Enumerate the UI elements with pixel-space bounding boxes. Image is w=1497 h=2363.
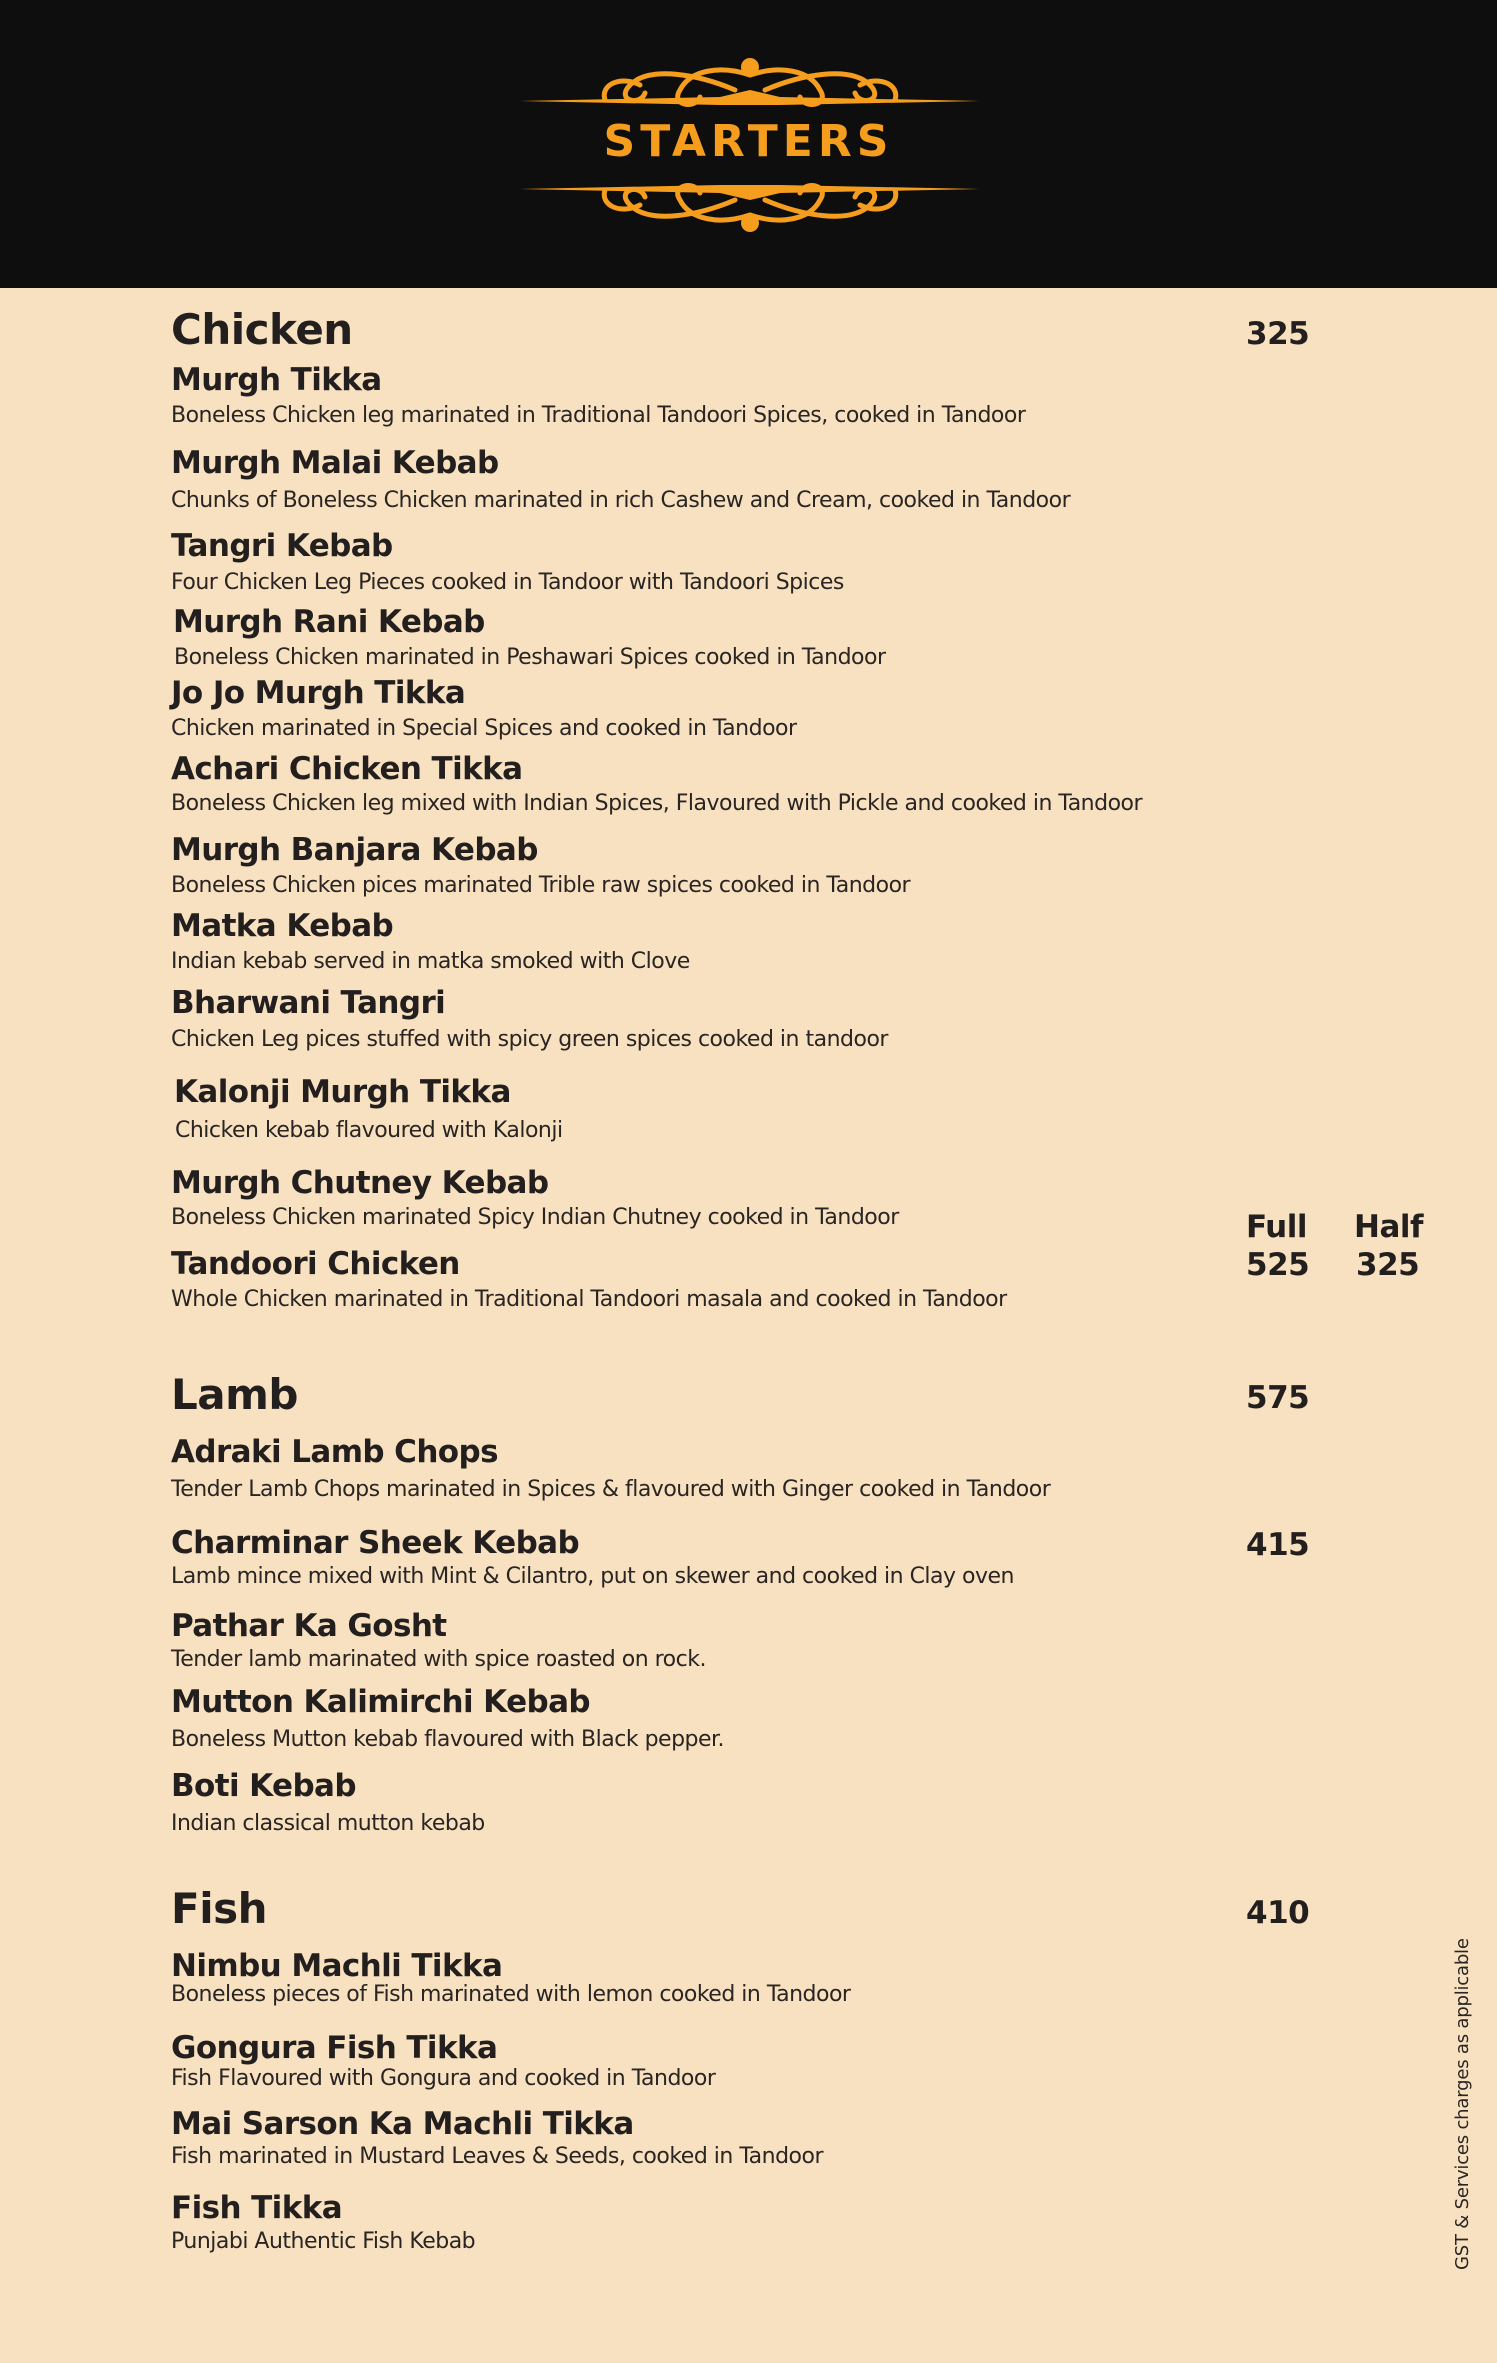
item-description: Whole Chicken marinated in Traditional Tandoori masala and cooked in Tandoor [171, 1287, 1007, 1312]
item-name: Achari Chicken Tikka [171, 751, 523, 787]
item-name: Murgh Malai Kebab [171, 445, 499, 481]
item-name: Matka Kebab [171, 908, 394, 944]
item-name: Murgh Banjara Kebab [171, 832, 538, 868]
item-description: Boneless Chicken leg marinated in Traditional Tandoori Spices, cooked in Tandoor [171, 403, 1026, 428]
item-name: Murgh Chutney Kebab [171, 1165, 549, 1201]
tax-note: GST & Services charges as applicable [1452, 1938, 1473, 2270]
item-price: 415 [1246, 1527, 1310, 1563]
item-description: Boneless Chicken leg mixed with Indian Spices, Flavoured with Pickle and cooked in Tandoor [171, 791, 1143, 816]
category-price-fish: 410 [1246, 1895, 1310, 1931]
item-name: Jo Jo Murgh Tikka [171, 675, 466, 711]
item-description: Lamb mince mixed with Mint & Cilantro, put on skewer and cooked in Clay oven [171, 1564, 1014, 1589]
page-title: STARTERS [603, 116, 894, 167]
item-description: Tender lamb marinated with spice roasted on rock. [171, 1647, 706, 1672]
item-description: Four Chicken Leg Pieces cooked in Tandoor with Tandoori Spices [171, 570, 844, 595]
item-description: Chunks of Boneless Chicken marinated in rich Cashew and Cream, cooked in Tandoor [171, 488, 1071, 513]
item-name: Mai Sarson Ka Machli Tikka [171, 2106, 634, 2142]
item-description: Chicken marinated in Special Spices and cooked in Tandoor [171, 716, 797, 741]
category-title-lamb: Lamb [171, 1370, 298, 1419]
item-name: Murgh Rani Kebab [173, 604, 485, 640]
item-name: Mutton Kalimirchi Kebab [171, 1684, 590, 1720]
full-label: Full [1246, 1209, 1307, 1245]
item-description: Tender Lamb Chops marinated in Spices & flavoured with Ginger cooked in Tandoor [171, 1477, 1051, 1502]
half-label: Half [1354, 1209, 1423, 1245]
item-description: Indian kebab served in matka smoked with Clove [171, 949, 690, 974]
item-name: Charminar Sheek Kebab [171, 1525, 580, 1561]
item-description: Fish marinated in Mustard Leaves & Seeds, cooked in Tandoor [171, 2144, 823, 2169]
item-name: Boti Kebab [171, 1768, 356, 1804]
menu-header [0, 0, 1497, 288]
item-name: Tangri Kebab [171, 528, 393, 564]
item-description: Boneless Chicken marinated Spicy Indian Chutney cooked in Tandoor [171, 1205, 899, 1230]
item-description: Fish Flavoured with Gongura and cooked in Tandoor [171, 2066, 716, 2091]
category-price-chicken: 325 [1246, 316, 1310, 352]
item-description: Boneless Chicken marinated in Peshawari Spices cooked in Tandoor [174, 645, 886, 670]
item-name: Nimbu Machli Tikka [171, 1948, 503, 1984]
item-name: Tandoori Chicken [171, 1246, 460, 1282]
item-name: Murgh Tikka [171, 362, 382, 398]
full-price: 525 [1246, 1247, 1310, 1283]
item-description: Boneless pieces of Fish marinated with lemon cooked in Tandoor [171, 1982, 851, 2007]
category-title-fish: Fish [171, 1884, 267, 1933]
item-name: Kalonji Murgh Tikka [174, 1074, 511, 1110]
item-description: Boneless Mutton kebab flavoured with Black pepper. [171, 1727, 725, 1752]
item-description: Chicken kebab flavoured with Kalonji [175, 1118, 563, 1143]
item-name: Fish Tikka [171, 2190, 343, 2226]
item-description: Boneless Chicken pices marinated Trible raw spices cooked in Tandoor [171, 873, 911, 898]
item-description: Punjabi Authentic Fish Kebab [171, 2229, 476, 2254]
category-price-lamb: 575 [1246, 1380, 1310, 1416]
item-name: Gongura Fish Tikka [171, 2030, 498, 2066]
half-price: 325 [1356, 1247, 1420, 1283]
category-title-chicken: Chicken [171, 305, 353, 354]
item-description: Indian classical mutton kebab [171, 1811, 485, 1836]
item-description: Chicken Leg pices stuffed with spicy green spices cooked in tandoor [171, 1027, 888, 1052]
item-name: Pathar Ka Gosht [171, 1608, 447, 1644]
item-name: Adraki Lamb Chops [171, 1434, 498, 1470]
item-name: Bharwani Tangri [171, 985, 446, 1021]
